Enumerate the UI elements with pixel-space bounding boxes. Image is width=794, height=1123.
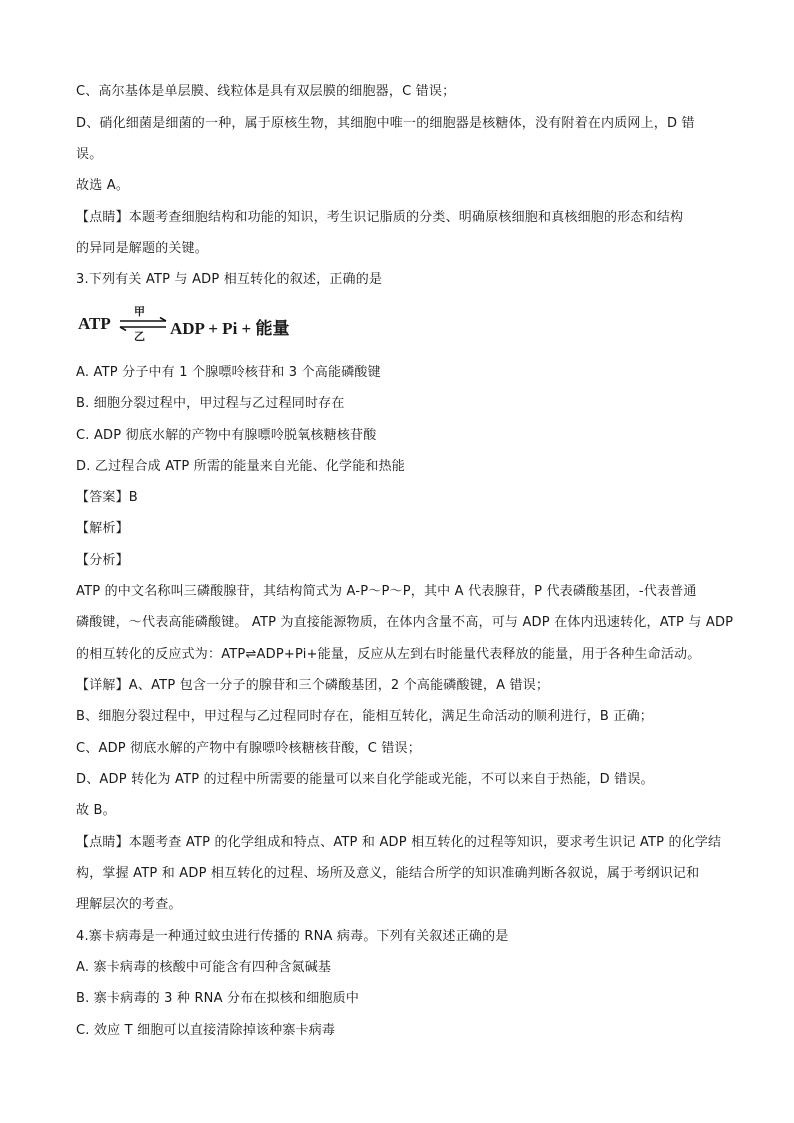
option-d: D. 乙过程合成 ATP 所需的能量来自光能、化学能和热能 (76, 459, 406, 474)
option-b: B. 细胞分裂过程中，甲过程与乙过程同时存在 (76, 396, 345, 411)
text-line: C、ADP 彻底水解的产物中有腺嘌呤核糖核苷酸，C 错误； (76, 741, 421, 756)
text-line: D、ADP 转化为 ATP 的过程中所需要的能量可以来自化学能或光能，不可以来自于热能，D 错误。 (76, 772, 654, 787)
option-c: C. ADP 彻底水解的产物中有腺嘌呤脱氧核糖核苷酸 (76, 428, 377, 443)
text-line: B、细胞分裂过程中，甲过程与乙过程同时存在，能相互转化，满足生命活动的顺利进行，B 正确； (76, 709, 653, 724)
text-line: 故 B。 (76, 803, 116, 818)
section-heading: 【分析】 (76, 553, 129, 568)
equation-bottom-label: 乙 (134, 330, 145, 343)
text-line: D、硝化细菌是细菌的一种，属于原核生物，其细胞中唯一的细胞器是核糖体，没有附着在内质网上，D 错 (76, 116, 695, 131)
text-line: 的异同是解题的关键。 (76, 241, 209, 256)
equation-right: ADP + Pi + 能量 (170, 319, 290, 338)
text-line: 的相互转化的反应式为：ATP⇌ADP+Pi+能量，反应从左到右时能量代表释放的能量，用于各种生命活动。 (76, 647, 701, 662)
text-line: 【点睛】本题考查细胞结构和功能的知识，考生识记脂质的分类、明确原核细胞和真核细胞的形态和结构 (76, 210, 684, 225)
section-heading: 【解析】 (76, 521, 129, 536)
text-line: 构，掌握 ATP 和 ADP 相互转化的过程、场所及意义，能结合所学的知识准确判断各叙说，属于考纲识记和 (76, 866, 700, 881)
option-a: A. ATP 分子中有 1 个腺嘌呤核苷和 3 个高能磷酸键 (76, 365, 381, 380)
answer: 【答案】B (76, 490, 138, 505)
text-line: 磷酸键，～代表高能磷酸键。 ATP 为直接能源物质，在体内含量不高，可与 ADP 在体内迅速转化，ATP 与 ADP (76, 615, 734, 630)
question-3: 3.下列有关 ATP 与 ADP 相互转化的叙述，正确的是 (76, 272, 383, 287)
option-a: A. 寨卡病毒的核酸中可能含有四种含氮碱基 (76, 960, 332, 975)
atp-adp-equation (78, 306, 338, 342)
option-c: C. 效应 T 细胞可以直接清除掉该种寨卡病毒 (76, 1023, 336, 1038)
text-line: 故选 A。 (76, 178, 130, 193)
option-b: B. 寨卡病毒的 3 种 RNA 分布在拟核和细胞质中 (76, 991, 360, 1006)
equation-top-label: 甲 (134, 305, 145, 318)
text-line: ATP 的中文名称叫三磷酸腺苷，其结构简式为 A-P～P～P，其中 A 代表腺苷，P 代表磷酸基团，-代表普通 (76, 584, 697, 599)
text-line: 【点睛】本题考查 ATP 的化学组成和特点、ATP 和 ADP 相互转化的过程等知识，要求考生识记 ATP 的化学结 (76, 835, 722, 850)
text-line: C、高尔基体是单层膜、线粒体是具有双层膜的细胞器，C 错误； (76, 84, 456, 99)
question-4: 4.寨卡病毒是一种通过蚊虫进行传播的 RNA 病毒。下列有关叙述正确的是 (76, 929, 509, 944)
text-line: 理解层次的考查。 (76, 897, 182, 912)
text-line: 【详解】A、ATP 包含一分子的腺苷和三个磷酸基团，2 个高能磷酸键，A 错误； (76, 678, 550, 693)
text-line: 误。 (76, 147, 103, 162)
equation-left: ATP (78, 314, 111, 333)
